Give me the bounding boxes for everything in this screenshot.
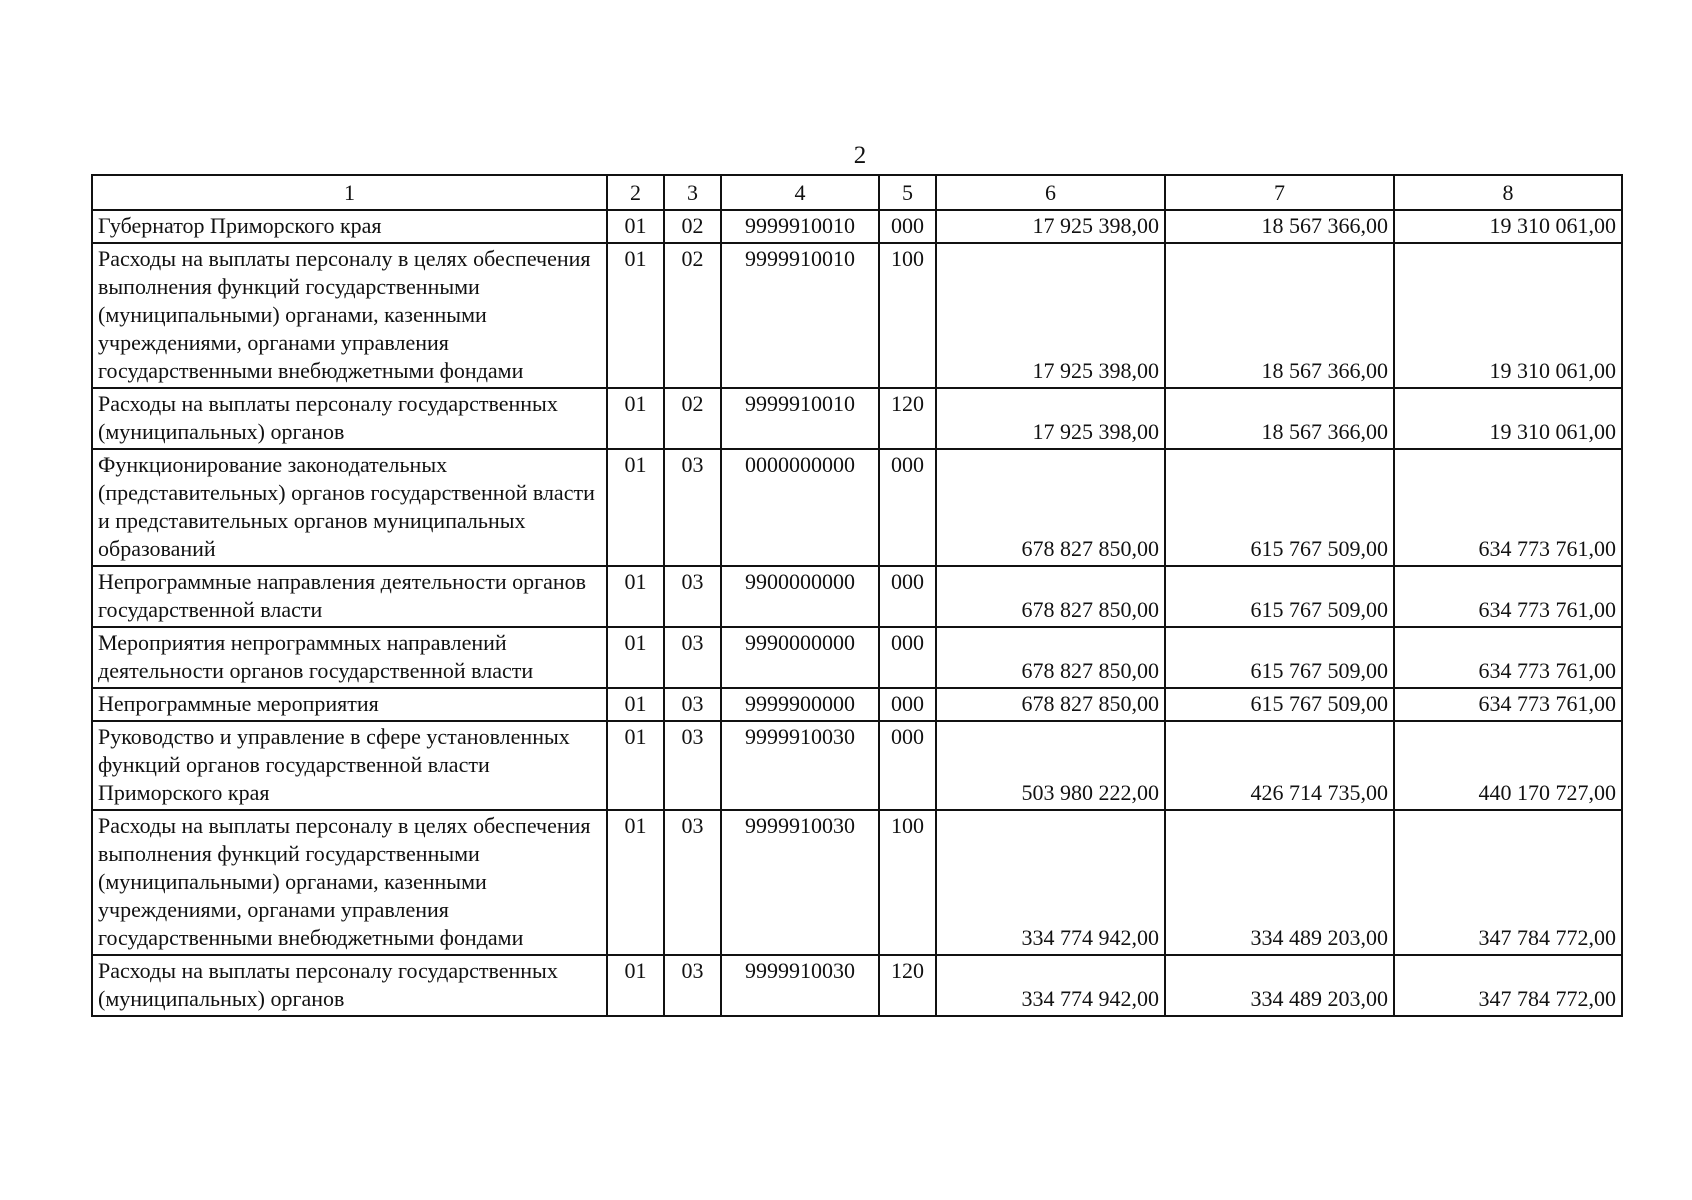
amount-year1-cell: 678 827 850,00 xyxy=(936,566,1165,627)
amount-year3-cell: 19 310 061,00 xyxy=(1394,388,1622,449)
amount-year3-cell: 19 310 061,00 xyxy=(1394,243,1622,388)
expense-type-cell: 000 xyxy=(879,721,936,810)
row-name-cell: Расходы на выплаты персоналу государственных (муниципальных) органов xyxy=(92,388,607,449)
expense-type-cell: 120 xyxy=(879,388,936,449)
amount-year1-cell: 334 774 942,00 xyxy=(936,810,1165,955)
target-article-cell: 9990000000 xyxy=(721,627,879,688)
section-code-cell: 01 xyxy=(607,688,664,721)
row-name-cell: Расходы на выплаты персоналу в целях обеспечения выполнения функций государственными (муниципальными) органами, казенными учреждениями, органами управления государственными внебюджетными фондами xyxy=(92,810,607,955)
expense-type-cell: 100 xyxy=(879,810,936,955)
amount-year2-cell: 334 489 203,00 xyxy=(1165,810,1394,955)
section-code-cell: 01 xyxy=(607,566,664,627)
amount-year3-cell: 634 773 761,00 xyxy=(1394,449,1622,566)
amount-year2-cell: 426 714 735,00 xyxy=(1165,721,1394,810)
table-row xyxy=(92,388,1622,449)
header-row xyxy=(92,175,1622,210)
subsection-code-cell: 03 xyxy=(664,810,721,955)
header-cell: 3 xyxy=(664,175,721,210)
row-name-cell: Непрограммные мероприятия xyxy=(92,688,607,721)
amount-year3-cell: 19 310 061,00 xyxy=(1394,210,1622,243)
table-row xyxy=(92,627,1622,688)
section-code-cell: 01 xyxy=(607,449,664,566)
row-name-cell: Мероприятия непрограммных направлений деятельности органов государственной власти xyxy=(92,627,607,688)
amount-year3-cell: 634 773 761,00 xyxy=(1394,627,1622,688)
table-row xyxy=(92,810,1622,955)
table-row xyxy=(92,210,1622,243)
header-cell: 8 xyxy=(1394,175,1622,210)
amount-year3-cell: 347 784 772,00 xyxy=(1394,955,1622,1016)
target-article-cell: 9999910030 xyxy=(721,955,879,1016)
table-row xyxy=(92,688,1622,721)
header-cell: 7 xyxy=(1165,175,1394,210)
amount-year2-cell: 615 767 509,00 xyxy=(1165,627,1394,688)
page-number: 2 xyxy=(853,142,867,169)
subsection-code-cell: 03 xyxy=(664,449,721,566)
row-name-cell: Функционирование законодательных (представительных) органов государственной власти и представительных органов муниципальных образований xyxy=(92,449,607,566)
subsection-code-cell: 02 xyxy=(664,243,721,388)
section-code-cell: 01 xyxy=(607,721,664,810)
target-article-cell: 9999910030 xyxy=(721,721,879,810)
amount-year1-cell: 678 827 850,00 xyxy=(936,627,1165,688)
header-cell: 5 xyxy=(879,175,936,210)
subsection-code-cell: 03 xyxy=(664,688,721,721)
header-cell: 4 xyxy=(721,175,879,210)
section-code-cell: 01 xyxy=(607,388,664,449)
subsection-code-cell: 03 xyxy=(664,566,721,627)
row-name-cell: Губернатор Приморского края xyxy=(92,210,607,243)
expense-type-cell: 000 xyxy=(879,627,936,688)
table-row xyxy=(92,243,1622,388)
expense-type-cell: 000 xyxy=(879,449,936,566)
amount-year1-cell: 17 925 398,00 xyxy=(936,388,1165,449)
section-code-cell: 01 xyxy=(607,243,664,388)
target-article-cell: 9999900000 xyxy=(721,688,879,721)
header-cell: 6 xyxy=(936,175,1165,210)
amount-year1-cell: 678 827 850,00 xyxy=(936,449,1165,566)
expense-type-cell: 000 xyxy=(879,210,936,243)
subsection-code-cell: 03 xyxy=(664,955,721,1016)
amount-year2-cell: 18 567 366,00 xyxy=(1165,210,1394,243)
amount-year2-cell: 615 767 509,00 xyxy=(1165,449,1394,566)
subsection-code-cell: 02 xyxy=(664,388,721,449)
target-article-cell: 9900000000 xyxy=(721,566,879,627)
section-code-cell: 01 xyxy=(607,210,664,243)
row-name-cell: Расходы на выплаты персоналу государственных (муниципальных) органов xyxy=(92,955,607,1016)
amount-year2-cell: 18 567 366,00 xyxy=(1165,243,1394,388)
row-name-cell: Расходы на выплаты персоналу в целях обеспечения выполнения функций государственными (муниципальными) органами, казенными учреждениями, органами управления государственными внебюджетными фондами xyxy=(92,243,607,388)
table-row xyxy=(92,955,1622,1016)
amount-year3-cell: 634 773 761,00 xyxy=(1394,688,1622,721)
amount-year1-cell: 334 774 942,00 xyxy=(936,955,1165,1016)
section-code-cell: 01 xyxy=(607,810,664,955)
target-article-cell: 9999910010 xyxy=(721,210,879,243)
target-article-cell: 9999910010 xyxy=(721,243,879,388)
amount-year1-cell: 17 925 398,00 xyxy=(936,243,1165,388)
amount-year3-cell: 634 773 761,00 xyxy=(1394,566,1622,627)
amount-year1-cell: 678 827 850,00 xyxy=(936,688,1165,721)
section-code-cell: 01 xyxy=(607,955,664,1016)
table-row xyxy=(92,721,1622,810)
amount-year2-cell: 18 567 366,00 xyxy=(1165,388,1394,449)
amount-year2-cell: 334 489 203,00 xyxy=(1165,955,1394,1016)
amount-year3-cell: 347 784 772,00 xyxy=(1394,810,1622,955)
subsection-code-cell: 02 xyxy=(664,210,721,243)
amount-year2-cell: 615 767 509,00 xyxy=(1165,566,1394,627)
expense-type-cell: 120 xyxy=(879,955,936,1016)
amount-year1-cell: 17 925 398,00 xyxy=(936,210,1165,243)
header-cell: 1 xyxy=(92,175,607,210)
row-name-cell: Руководство и управление в сфере установленных функций органов государственной власти Приморского края xyxy=(92,721,607,810)
target-article-cell: 0000000000 xyxy=(721,449,879,566)
expense-type-cell: 100 xyxy=(879,243,936,388)
amount-year2-cell: 615 767 509,00 xyxy=(1165,688,1394,721)
expense-type-cell: 000 xyxy=(879,688,936,721)
row-name-cell: Непрограммные направления деятельности органов государственной власти xyxy=(92,566,607,627)
table-body xyxy=(92,210,1622,1016)
target-article-cell: 9999910010 xyxy=(721,388,879,449)
expense-type-cell: 000 xyxy=(879,566,936,627)
budget-table xyxy=(91,174,1623,1017)
amount-year1-cell: 503 980 222,00 xyxy=(936,721,1165,810)
subsection-code-cell: 03 xyxy=(664,721,721,810)
section-code-cell: 01 xyxy=(607,627,664,688)
header-cell: 2 xyxy=(607,175,664,210)
table-row xyxy=(92,566,1622,627)
amount-year3-cell: 440 170 727,00 xyxy=(1394,721,1622,810)
table-row xyxy=(92,449,1622,566)
target-article-cell: 9999910030 xyxy=(721,810,879,955)
subsection-code-cell: 03 xyxy=(664,627,721,688)
